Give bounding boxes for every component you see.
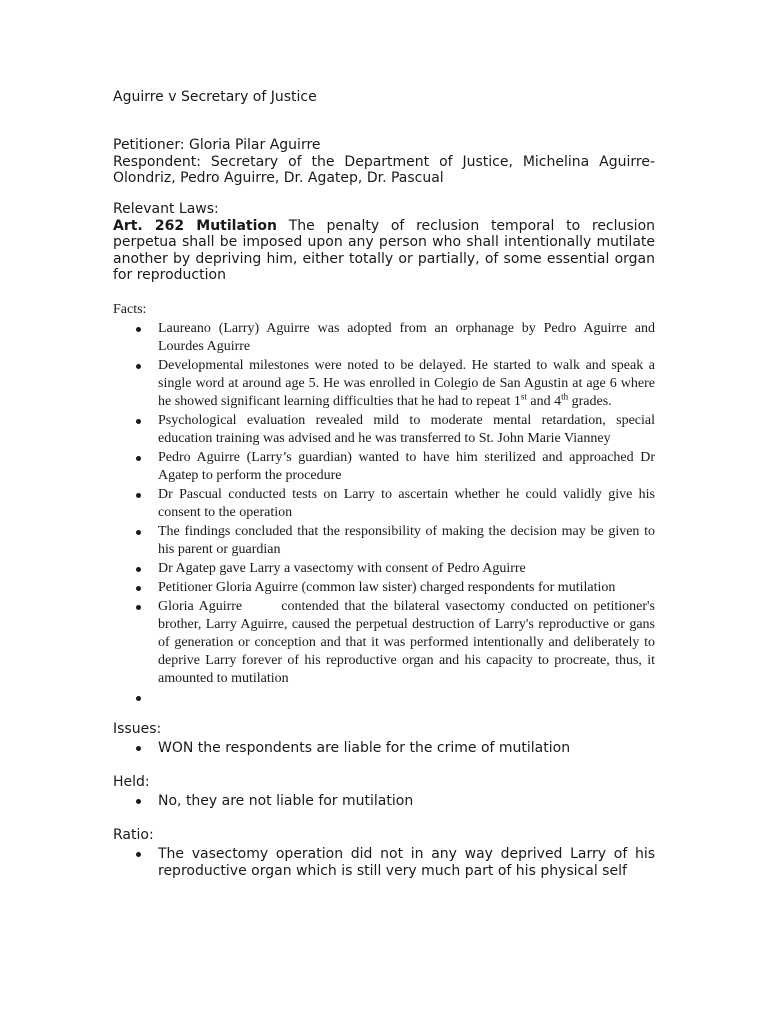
- list-item: The findings concluded that the responsibility of making the decision may be given to his parent or guardian: [113, 523, 655, 559]
- list-item: [113, 357, 655, 411]
- empty-list-item: [113, 689, 655, 705]
- relevant-laws-heading: Relevant Laws:: [113, 201, 219, 217]
- ratio-list: [113, 846, 655, 879]
- respondent-line: Respondent: Secretary of the Department of Justice, Michelina Aguirre-Olondriz, Pedro Aguirre, Dr. Agatep, Dr. Pascual: [113, 153, 655, 186]
- relevant-laws-section: [113, 201, 655, 284]
- article-label: Art. 262 Mutilation: [113, 217, 277, 234]
- issues-heading: Issues:: [113, 721, 162, 737]
- ratio-heading: Ratio:: [113, 827, 154, 843]
- article-text: The penalty of reclusion temporal to reclusion perpetua shall be imposed upon any person who shall intentionally mutilate another by depriving him, either totally or partially, of some essential organ for reproduction: [113, 217, 656, 283]
- facts-heading: Facts:: [113, 302, 147, 317]
- petitioner-line: Petitioner: Gloria Pilar Aguirre: [113, 137, 321, 153]
- list-item: Dr Pascual conducted tests on Larry to ascertain whether he could validly give his consent to the operation: [113, 486, 655, 522]
- held-list: [113, 793, 655, 810]
- list-item: Pedro Aguirre (Larry’s guardian) wanted to have him sterilized and approached Dr Agatep to perform the procedure: [113, 449, 655, 485]
- list-item: WON the respondents are liable for the crime of mutilation: [113, 740, 655, 757]
- article-paragraph: [113, 218, 655, 284]
- ordinal-suffix: th: [561, 391, 569, 402]
- ordinal-suffix: st: [520, 391, 527, 402]
- held-heading: Held:: [113, 774, 150, 790]
- case-title: Aguirre v Secretary of Justice: [113, 89, 317, 105]
- list-item: Gloria Aguirre contended that the bilateral vasectomy conducted on petitioner's brother, Larry Aguirre, caused the perpetual destruction of Larry's reproductive or gans of generation or conception and that it was performed intentionally and deliberately to deprive Larry forever of his reproductive organ and his capacity to procreate, thus, it amounted to mutilation: [113, 598, 655, 688]
- list-item: Psychological evaluation revealed mild to moderate mental retardation, special education training was advised and he was transferred to St. John Marie Vianney: [113, 412, 655, 448]
- list-item: Laureano (Larry) Aguirre was adopted from an orphanage by Pedro Aguirre and Lourdes Aguirre: [113, 320, 655, 356]
- list-item: Dr Agatep gave Larry a vasectomy with consent of Pedro Aguirre: [113, 560, 655, 578]
- fact-text-end: grades.: [568, 394, 612, 409]
- issues-list: [113, 740, 655, 757]
- fact-text-mid: and 4: [526, 394, 562, 409]
- list-item: The vasectomy operation did not in any way deprived Larry of his reproductive organ which is still very much part of his physical self: [113, 846, 655, 879]
- list-item: Petitioner Gloria Aguirre (common law sister) charged respondents for mutilation: [113, 579, 655, 597]
- facts-list: [113, 320, 662, 706]
- list-item: No, they are not liable for mutilation: [113, 793, 655, 810]
- fact-text: Developmental milestones were noted to be delayed. He started to walk and speak a single word at around age 5. He was enrolled in Colegio de San Agustin at age 6 where he showed significant learning difficulties that he had to repeat 1: [158, 358, 655, 409]
- parties-section: [113, 137, 655, 187]
